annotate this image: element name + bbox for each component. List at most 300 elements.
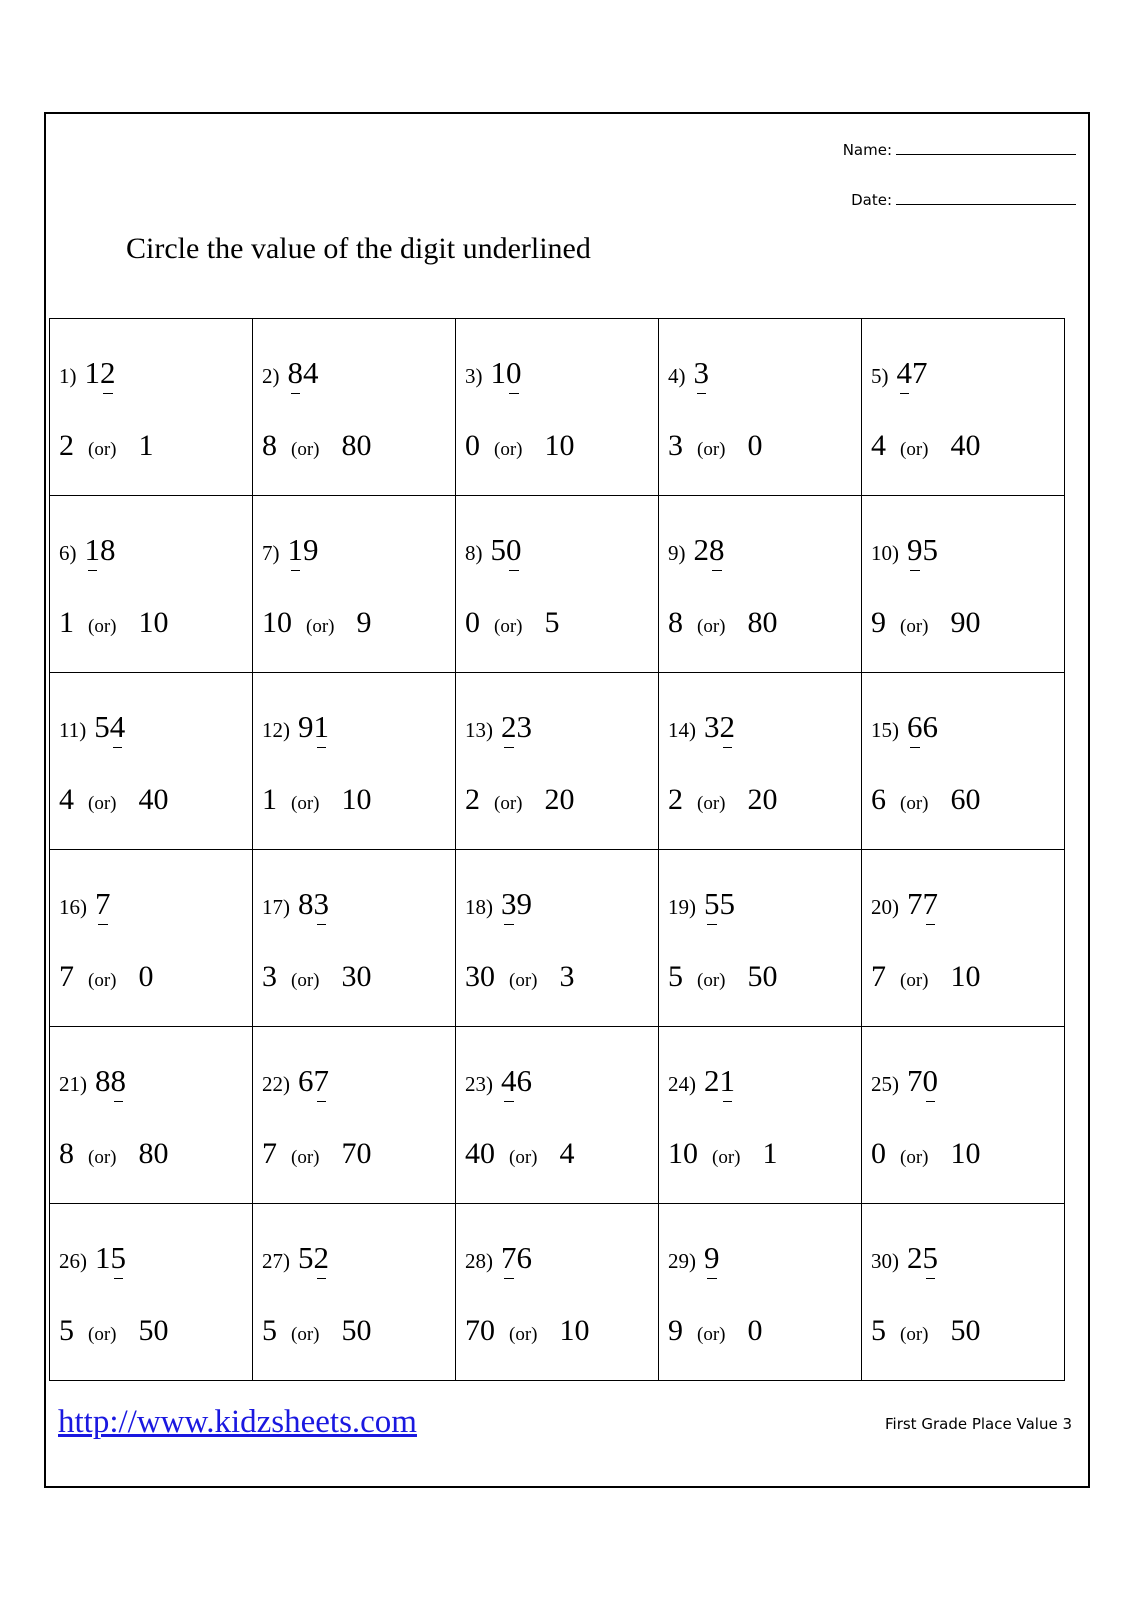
- answer-choices: [871, 429, 980, 463]
- choice-right[interactable]: 40: [138, 783, 169, 816]
- problem-value: [704, 1240, 720, 1275]
- problem-cell: [659, 850, 862, 1027]
- choice-right[interactable]: 0: [138, 960, 154, 993]
- answer-choices: [465, 960, 574, 994]
- answer-choices: [871, 1137, 980, 1171]
- answer-choices: [668, 783, 777, 817]
- problem-cell: [862, 850, 1065, 1027]
- answer-choices: [871, 606, 980, 640]
- choice-right[interactable]: 20: [747, 783, 778, 816]
- problem-value: [694, 355, 710, 390]
- choice-right[interactable]: 9: [356, 606, 372, 639]
- problem-value: [288, 355, 319, 390]
- choice-left[interactable]: 3: [668, 429, 683, 462]
- problem-value: [491, 355, 522, 390]
- digit: 1: [490, 355, 506, 390]
- problem-value: [907, 532, 938, 567]
- problem-value: [298, 886, 329, 921]
- choice-left[interactable]: 2: [465, 783, 480, 816]
- underlined-digit: 8: [709, 532, 725, 567]
- problem-cell: [50, 673, 253, 850]
- problem-cell: [659, 673, 862, 850]
- problem-number: 8): [465, 541, 483, 565]
- choice-right[interactable]: 40: [950, 429, 981, 462]
- problem-value: [907, 709, 938, 744]
- problem-cell: [253, 673, 456, 850]
- choice-right[interactable]: 50: [747, 960, 778, 993]
- choice-right[interactable]: 80: [341, 429, 372, 462]
- or-label: (or): [494, 793, 523, 814]
- underlined-digit: 0: [506, 532, 522, 567]
- choice-left[interactable]: 0: [465, 429, 480, 462]
- problem-question: [465, 1240, 532, 1276]
- date-blank[interactable]: [896, 190, 1076, 205]
- answer-choices: [262, 960, 371, 994]
- or-label: (or): [291, 1147, 320, 1168]
- problem-number: 1): [59, 364, 77, 388]
- problem-cell: [456, 496, 659, 673]
- answer-choices: [262, 783, 371, 817]
- underlined-digit: 1: [287, 532, 303, 567]
- problem-number: 18): [465, 895, 493, 919]
- digit: 5: [719, 886, 735, 921]
- name-field: [843, 140, 1076, 159]
- or-label: (or): [291, 1324, 320, 1345]
- choice-left[interactable]: 5: [668, 960, 683, 993]
- or-label: (or): [88, 793, 117, 814]
- problem-value: [94, 709, 125, 744]
- answer-choices: [59, 960, 153, 994]
- problem-cell: [456, 1204, 659, 1381]
- problem-number: 16): [59, 895, 87, 919]
- or-label: (or): [494, 439, 523, 460]
- problem-number: 4): [668, 364, 686, 388]
- digit: 8: [100, 532, 116, 567]
- problem-question: [668, 1063, 735, 1099]
- choice-right[interactable]: 80: [747, 606, 778, 639]
- problem-value: [95, 886, 111, 921]
- underlined-digit: 7: [501, 1240, 517, 1275]
- answer-choices: [871, 1314, 980, 1348]
- problem-question: [465, 886, 532, 922]
- or-label: (or): [900, 793, 929, 814]
- underlined-digit: 3: [693, 355, 709, 390]
- problem-question: [465, 1063, 532, 1099]
- problem-cell: [456, 1027, 659, 1204]
- problem-value: [704, 1063, 735, 1098]
- choice-right[interactable]: 1: [138, 429, 154, 462]
- or-label: (or): [306, 616, 335, 637]
- choice-left[interactable]: 9: [668, 1314, 683, 1347]
- choice-left[interactable]: 2: [59, 429, 74, 462]
- digit: 6: [516, 1240, 532, 1275]
- choice-left[interactable]: 8: [59, 1137, 74, 1170]
- digit: 7: [912, 355, 928, 390]
- problem-question: [871, 709, 938, 745]
- answer-choices: [465, 1314, 589, 1348]
- problem-value: [704, 709, 735, 744]
- choice-right[interactable]: 3: [559, 960, 575, 993]
- choice-right[interactable]: 50: [950, 1314, 981, 1347]
- underlined-digit: 2: [719, 709, 735, 744]
- choice-right[interactable]: 10: [559, 1314, 590, 1347]
- choice-right[interactable]: 10: [950, 960, 981, 993]
- problem-number: 19): [668, 895, 696, 919]
- problem-number: 25): [871, 1072, 899, 1096]
- problem-number: 13): [465, 718, 493, 742]
- underlined-digit: 8: [110, 1063, 126, 1098]
- or-label: (or): [88, 1324, 117, 1345]
- underlined-digit: 2: [100, 355, 116, 390]
- problem-number: 15): [871, 718, 899, 742]
- problem-question: [871, 532, 938, 568]
- choice-right[interactable]: 4: [559, 1137, 575, 1170]
- choice-left[interactable]: 4: [59, 783, 74, 816]
- answer-choices: [262, 606, 371, 640]
- problem-number: 11): [59, 718, 87, 742]
- name-blank[interactable]: [896, 140, 1076, 155]
- answer-choices: [465, 429, 574, 463]
- digit: 8: [95, 1063, 111, 1098]
- problem-cell: [862, 1027, 1065, 1204]
- digit: 5: [922, 532, 938, 567]
- choice-left[interactable]: 10: [262, 606, 292, 639]
- or-label: (or): [88, 616, 117, 637]
- answer-choices: [262, 1314, 371, 1348]
- name-label: Name:: [842, 141, 892, 159]
- problem-cell: [659, 1027, 862, 1204]
- sheet-title: First Grade Place Value 3: [885, 1415, 1072, 1433]
- answer-choices: [871, 783, 980, 817]
- choice-right[interactable]: 10: [950, 1137, 981, 1170]
- answer-choices: [465, 606, 559, 640]
- underlined-digit: 9: [907, 532, 923, 567]
- or-label: (or): [900, 616, 929, 637]
- or-label: (or): [900, 970, 929, 991]
- problem-question: [668, 709, 735, 745]
- problem-question: [59, 1240, 126, 1276]
- problem-question: [59, 709, 125, 745]
- choice-left[interactable]: 9: [871, 606, 886, 639]
- choice-left[interactable]: 0: [871, 1137, 886, 1170]
- choice-right[interactable]: 20: [544, 783, 575, 816]
- problem-question: [668, 1240, 720, 1276]
- problem-number: 3): [465, 364, 483, 388]
- problem-question: [668, 355, 709, 391]
- problem-value: [298, 1240, 329, 1275]
- or-label: (or): [697, 1324, 726, 1345]
- choice-right[interactable]: 70: [341, 1137, 372, 1170]
- problem-number: 28): [465, 1249, 493, 1273]
- digit: 3: [516, 709, 532, 744]
- choice-left[interactable]: 7: [262, 1137, 277, 1170]
- problem-number: 23): [465, 1072, 493, 1096]
- choice-right[interactable]: 80: [138, 1137, 169, 1170]
- problem-number: 20): [871, 895, 899, 919]
- digit: 6: [922, 709, 938, 744]
- underlined-digit: 3: [501, 886, 517, 921]
- answer-choices: [668, 1314, 762, 1348]
- or-label: (or): [291, 970, 320, 991]
- digit: 5: [298, 1240, 314, 1275]
- choice-right[interactable]: 10: [544, 429, 575, 462]
- underlined-digit: 2: [501, 709, 517, 744]
- problem-question: [871, 1240, 938, 1276]
- problem-value: [897, 355, 928, 390]
- problem-value: [298, 1063, 329, 1098]
- problem-question: [59, 355, 116, 391]
- problem-value: [501, 709, 532, 744]
- choice-right[interactable]: 10: [341, 783, 372, 816]
- or-label: (or): [900, 1324, 929, 1345]
- choice-right[interactable]: 5: [544, 606, 560, 639]
- problem-question: [262, 355, 319, 391]
- problem-question: [262, 1063, 329, 1099]
- choice-left[interactable]: 7: [871, 960, 886, 993]
- answer-choices: [59, 783, 168, 817]
- underlined-digit: 8: [287, 355, 303, 390]
- problem-value: [501, 1240, 532, 1275]
- underlined-digit: 0: [506, 355, 522, 390]
- problem-number: 29): [668, 1249, 696, 1273]
- choice-left[interactable]: 7: [59, 960, 74, 993]
- underlined-digit: 4: [896, 355, 912, 390]
- problem-question: [262, 709, 329, 745]
- problem-cell: [456, 673, 659, 850]
- problem-value: [694, 532, 725, 567]
- choice-left[interactable]: 10: [668, 1137, 698, 1170]
- choice-right[interactable]: 90: [950, 606, 981, 639]
- problem-grid: [49, 318, 1065, 1381]
- problem-cell: [862, 496, 1065, 673]
- digit: 1: [84, 355, 100, 390]
- choice-left[interactable]: 2: [668, 783, 683, 816]
- choice-right[interactable]: 1: [762, 1137, 778, 1170]
- problem-question: [871, 1063, 938, 1099]
- problem-value: [95, 1063, 126, 1098]
- choice-right[interactable]: 50: [138, 1314, 169, 1347]
- choice-left[interactable]: 0: [465, 606, 480, 639]
- choice-left[interactable]: 5: [59, 1314, 74, 1347]
- digit: 9: [516, 886, 532, 921]
- underlined-digit: 7: [313, 1063, 329, 1098]
- problem-cell: [862, 673, 1065, 850]
- digit: 1: [95, 1240, 111, 1275]
- digit: 9: [298, 709, 314, 744]
- answer-choices: [668, 1137, 777, 1171]
- problem-question: [465, 709, 532, 745]
- problem-cell: [50, 319, 253, 496]
- digit: 7: [907, 1063, 923, 1098]
- choice-left[interactable]: 8: [668, 606, 683, 639]
- choice-left[interactable]: 5: [262, 1314, 277, 1347]
- problem-cell: [253, 1027, 456, 1204]
- digit: 4: [303, 355, 319, 390]
- or-label: (or): [900, 439, 929, 460]
- problem-value: [907, 1063, 938, 1098]
- problem-number: 24): [668, 1072, 696, 1096]
- answer-choices: [59, 606, 168, 640]
- problem-cell: [50, 1027, 253, 1204]
- or-label: (or): [509, 1324, 538, 1345]
- problem-cell: [253, 496, 456, 673]
- or-label: (or): [509, 1147, 538, 1168]
- problem-value: [501, 1063, 532, 1098]
- choice-left[interactable]: 70: [465, 1314, 495, 1347]
- underlined-digit: 7: [922, 886, 938, 921]
- kidzsheets-link[interactable]: http://www.kidzsheets.com: [58, 1404, 417, 1440]
- choice-left[interactable]: 40: [465, 1137, 495, 1170]
- problem-number: 30): [871, 1249, 899, 1273]
- answer-choices: [465, 1137, 574, 1171]
- problem-question: [262, 1240, 329, 1276]
- underlined-digit: 7: [95, 886, 111, 921]
- choice-left[interactable]: 4: [871, 429, 886, 462]
- problem-question: [262, 886, 329, 922]
- or-label: (or): [88, 1147, 117, 1168]
- choice-right[interactable]: 50: [341, 1314, 372, 1347]
- problem-question: [59, 1063, 126, 1099]
- problem-question: [59, 886, 111, 922]
- choice-left[interactable]: 1: [59, 606, 74, 639]
- choice-left[interactable]: 5: [871, 1314, 886, 1347]
- choice-left[interactable]: 1: [262, 783, 277, 816]
- problem-cell: [456, 850, 659, 1027]
- problem-value: [95, 1240, 126, 1275]
- problem-number: 10): [871, 541, 899, 565]
- problem-question: [465, 355, 522, 391]
- problem-value: [298, 709, 329, 744]
- problem-value: [85, 355, 116, 390]
- answer-choices: [668, 960, 777, 994]
- problem-number: 6): [59, 541, 77, 565]
- choice-right[interactable]: 0: [747, 1314, 763, 1347]
- or-label: (or): [494, 616, 523, 637]
- worksheet: [44, 112, 1090, 1488]
- problem-question: [465, 532, 522, 568]
- problem-number: 2): [262, 364, 280, 388]
- problem-question: [871, 355, 928, 391]
- problem-number: 21): [59, 1072, 87, 1096]
- digit: 9: [303, 532, 319, 567]
- problem-value: [491, 532, 522, 567]
- digit: 2: [693, 532, 709, 567]
- answer-choices: [59, 1314, 168, 1348]
- problem-number: 26): [59, 1249, 87, 1273]
- digit: 2: [907, 1240, 923, 1275]
- problem-cell: [50, 496, 253, 673]
- problem-cell: [456, 319, 659, 496]
- problem-cell: [50, 1204, 253, 1381]
- or-label: (or): [88, 439, 117, 460]
- or-label: (or): [697, 616, 726, 637]
- answer-choices: [262, 429, 371, 463]
- choice-right[interactable]: 0: [747, 429, 763, 462]
- problem-number: 7): [262, 541, 280, 565]
- underlined-digit: 3: [313, 886, 329, 921]
- underlined-digit: 1: [719, 1063, 735, 1098]
- problem-question: [871, 886, 938, 922]
- or-label: (or): [88, 970, 117, 991]
- problem-number: 14): [668, 718, 696, 742]
- problem-cell: [50, 850, 253, 1027]
- problem-cell: [659, 1204, 862, 1381]
- answer-choices: [262, 1137, 371, 1171]
- underlined-digit: 4: [109, 709, 126, 744]
- or-label: (or): [697, 970, 726, 991]
- or-label: (or): [291, 439, 320, 460]
- underlined-digit: 5: [110, 1240, 126, 1275]
- answer-choices: [871, 960, 980, 994]
- problem-value: [85, 532, 116, 567]
- digit: 5: [94, 709, 110, 744]
- problem-number: 27): [262, 1249, 290, 1273]
- digit: 6: [298, 1063, 314, 1098]
- digit: 7: [907, 886, 923, 921]
- underlined-digit: 2: [313, 1240, 329, 1275]
- choice-right[interactable]: 30: [341, 960, 372, 993]
- problem-value: [501, 886, 532, 921]
- problem-question: [262, 532, 319, 568]
- problem-question: [668, 532, 725, 568]
- or-label: (or): [712, 1147, 741, 1168]
- choice-right[interactable]: 10: [138, 606, 169, 639]
- answer-choices: [668, 429, 762, 463]
- digit: 6: [516, 1063, 532, 1098]
- problem-cell: [253, 850, 456, 1027]
- problem-cell: [253, 319, 456, 496]
- problem-value: [907, 1240, 938, 1275]
- digit: 5: [490, 532, 506, 567]
- choice-left[interactable]: 3: [262, 960, 277, 993]
- or-label: (or): [697, 793, 726, 814]
- or-label: (or): [900, 1147, 929, 1168]
- problem-question: [59, 532, 116, 568]
- choice-left[interactable]: 6: [871, 783, 886, 816]
- underlined-digit: 1: [84, 532, 100, 567]
- or-label: (or): [697, 439, 726, 460]
- underlined-digit: 9: [704, 1240, 720, 1275]
- problem-question: [668, 886, 735, 922]
- date-field: [851, 190, 1076, 209]
- problem-number: 9): [668, 541, 686, 565]
- problem-cell: [253, 1204, 456, 1381]
- problem-cell: [862, 319, 1065, 496]
- digit: 3: [704, 709, 720, 744]
- or-label: (or): [291, 793, 320, 814]
- choice-left[interactable]: 30: [465, 960, 495, 993]
- choice-left[interactable]: 8: [262, 429, 277, 462]
- answer-choices: [59, 429, 153, 463]
- choice-right[interactable]: 60: [950, 783, 981, 816]
- problem-value: [704, 886, 735, 921]
- underlined-digit: 6: [907, 709, 923, 744]
- problem-number: 12): [262, 718, 290, 742]
- underlined-digit: 1: [313, 709, 329, 744]
- answer-choices: [465, 783, 574, 817]
- problem-number: 17): [262, 895, 290, 919]
- underlined-digit: 5: [704, 886, 720, 921]
- digit: 2: [704, 1063, 720, 1098]
- problem-cell: [862, 1204, 1065, 1381]
- date-label: Date:: [851, 191, 892, 209]
- problem-number: 5): [871, 364, 889, 388]
- underlined-digit: 4: [501, 1063, 517, 1098]
- underlined-digit: 0: [922, 1063, 938, 1098]
- instruction-text: Circle the value of the digit underlined: [126, 232, 591, 265]
- problem-value: [288, 532, 319, 567]
- or-label: (or): [509, 970, 538, 991]
